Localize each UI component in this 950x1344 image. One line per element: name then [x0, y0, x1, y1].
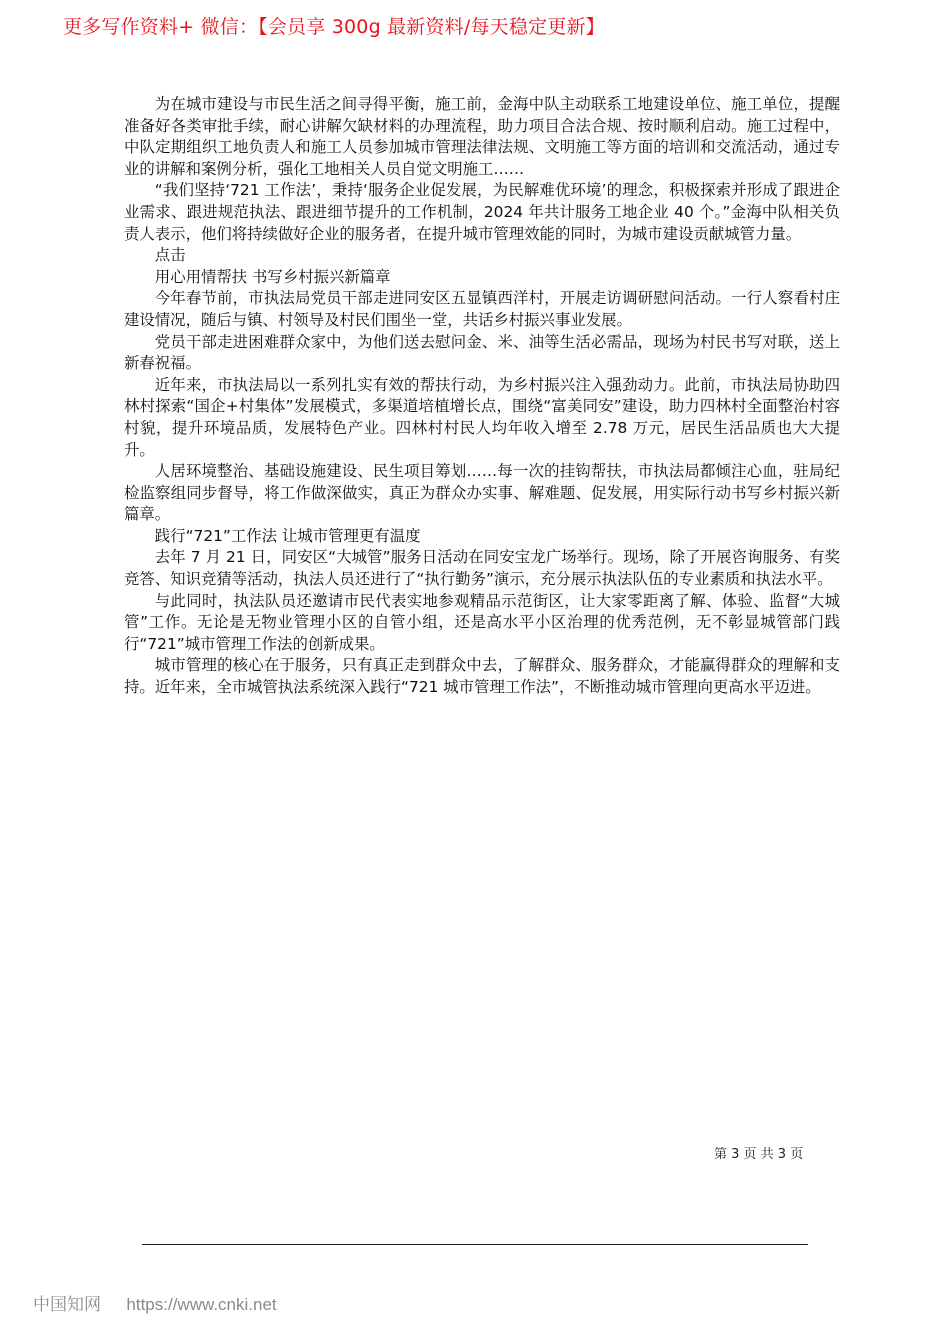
- section-heading: 践行“721”工作法 让城市管理更有温度: [154, 526, 421, 545]
- paragraph: 去年 7 月 21 日，同安区“大城管”服务日活动在同安宝龙广场举行。现场，除了开展咨询服务、有奖竞答、知识竞猜等活动，执法人员还进行了“执行勤务”演示，充分展示执法队伍的专业素质和执法水平。: [124, 548, 840, 589]
- promo-banner: 更多写作资料+ 微信：【会员享 300g 最新资料/每天稳定更新】: [63, 16, 605, 38]
- paragraph: 党员干部走进困难群众家中，为他们送去慰问金、米、油等生活必需品，现场为村民书写对联，送上新春祝福。: [124, 332, 840, 373]
- paragraph: 城市管理的核心在于服务，只有真正走到群众中去，了解群众、服务群众，才能赢得群众的理解和支持。近年来，全市城管执法系统深入践行“721 城市管理工作法”，不断推动城市管理向更高水平迈进。: [124, 656, 840, 697]
- paragraph: “我们坚持‘721 工作法’，秉持‘服务企业促发展，为民解难优环境’的理念，积极探索并形成了跟进企业需求、跟进规范执法、跟进细节提升的工作机制，2024 年共计服务工地企业 40 个。”金海中队相关负责人表示，他们将持续做好企业的服务者，在提升城市管理效能的同时，为城市建设贡献城管力量。: [124, 181, 840, 243]
- cnki-watermark: [33, 1293, 277, 1317]
- section-heading: 用心用情帮扶 书写乡村振兴新篇章: [154, 267, 391, 286]
- paragraph: 人居环境整治、基础设施建设、民生项目筹划……每一次的挂钩帮扶，市执法局都倾注心血，驻局纪检监察组同步督导，将工作做深做实，真正为群众办实事、解难题、促发展，用实际行动书写乡村振兴新篇章。: [124, 462, 840, 524]
- document-body: [124, 94, 840, 699]
- watermark-url: https://www.cnki.net: [126, 1295, 277, 1314]
- paragraph: 今年春节前，市执法局党员干部走进同安区五显镇西洋村，开展走访调研慰问活动。一行人察看村庄建设情况，随后与镇、村领导及村民们围坐一堂，共话乡村振兴事业发展。: [124, 289, 840, 329]
- paragraph: 与此同时，执法队员还邀请市民代表实地参观精品示范街区，让大家零距离了解、体验、监督“大城管”工作。无论是无物业管理小区的自管小组，还是高水平小区治理的优秀范例，无不彰显城管部门践行“721”城市管理工作法的创新成果。: [124, 591, 840, 653]
- watermark-brand: 中国知网: [33, 1295, 101, 1315]
- link-label-click: 点击: [154, 246, 186, 265]
- paragraph: 近年来，市执法局以一系列扎实有效的帮扶行动，为乡村振兴注入强劲动力。此前，市执法局协助四林村探索“国企+村集体”发展模式，多渠道培植增长点，围绕“富美同安”建设，助力四林村全面整治村容村貌，提升环境品质，发展特色产业。四林村村民人均年收入增至 2.78 万元，居民生活品质也大大提升。: [124, 375, 840, 459]
- footer-divider: [142, 1244, 808, 1245]
- page-number: 第 3 页 共 3 页: [714, 1147, 804, 1162]
- paragraph: 为在城市建设与市民生活之间寻得平衡，施工前，金海中队主动联系工地建设单位、施工单位，提醒准备好各类审批手续，耐心讲解欠缺材料的办理流程，助力项目合法合规、按时顺利启动。施工过程中，中队定期组织工地负责人和施工人员参加城市管理法律法规、文明施工等方面的培训和交流活动，通过专业的讲解和案例分析，强化工地相关人员自觉文明施工……: [124, 95, 840, 178]
